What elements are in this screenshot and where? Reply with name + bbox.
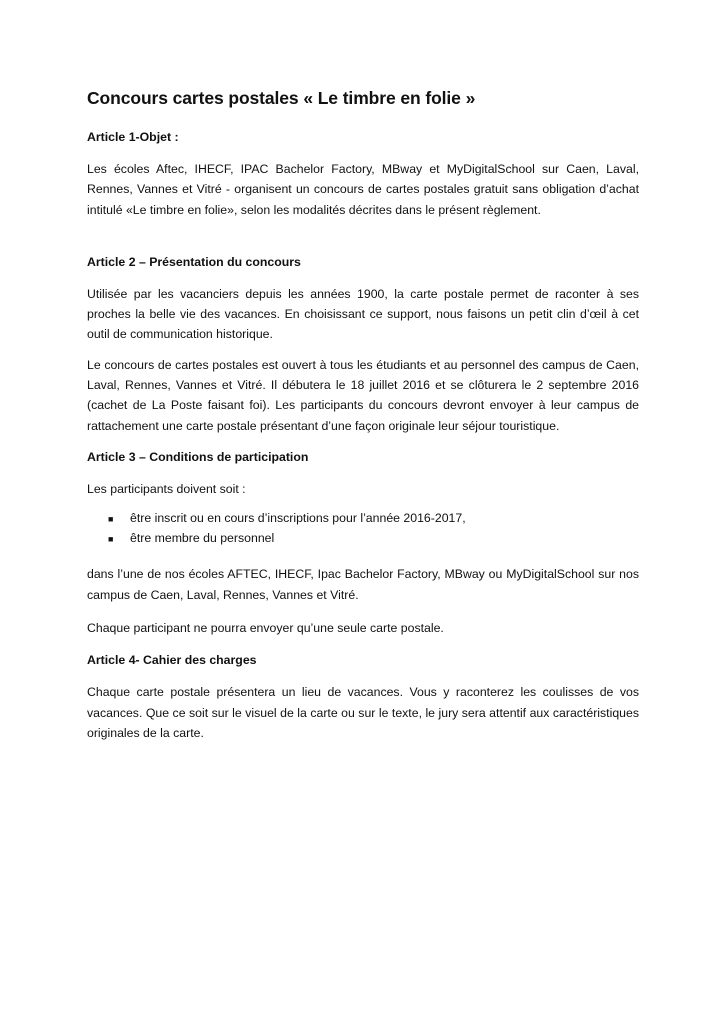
article-1-paragraph: Les écoles Aftec, IHECF, IPAC Bachelor Factory, MBway et MyDigitalSchool sur Caen, Laval, Rennes, Vannes et Vitré - organisent un concours de cartes postales gratuit sans obligation d’achat intitulé «Le timbre en folie», selon les modalités décrites dans le présent règlement.	[87, 162, 639, 217]
bullet-square-icon: ■	[108, 533, 114, 544]
list-item	[108, 509, 639, 529]
list-item	[108, 529, 639, 549]
participation-conditions-list	[87, 509, 639, 548]
list-item-text: être inscrit ou en cours d’inscriptions pour l’année 2016-2017,	[130, 511, 466, 526]
article-3-paragraph-2: Chaque participant ne pourra envoyer qu’une seule carte postale.	[87, 621, 444, 636]
article-4-paragraph: Chaque carte postale présentera un lieu de vacances. Vous y raconterez les coulisses de vos vacances. Que ce soit sur le visuel de la carte ou sur le texte, le jury sera attentif aux caractéristiques originales de la carte.	[87, 685, 639, 740]
article-3-heading: Article 3 – Conditions de participation	[87, 449, 309, 464]
article-3-intro: Les participants doivent soit :	[87, 481, 246, 496]
list-item-text: être membre du personnel	[130, 530, 275, 545]
bullet-square-icon: ■	[108, 514, 114, 525]
article-3-paragraph-1: dans l’une de nos écoles AFTEC, IHECF, Ipac Bachelor Factory, MBway ou MyDigitalSchool sur nos campus de Caen, Laval, Rennes, Vannes et Vitré.	[87, 567, 639, 602]
article-2-paragraph-1: Utilisée par les vacanciers depuis les années 1900, la carte postale permet de raconter à ses proches la belle vie des vacances. En choisissant ce support, nous faisons un petit clin d’œil à cet outil de communication historique.	[87, 286, 639, 342]
article-2-heading: Article 2 – Présentation du concours	[87, 254, 301, 269]
article-4-heading: Article 4- Cahier des charges	[87, 653, 257, 668]
article-1-heading: Article 1-Objet :	[87, 130, 179, 144]
article-2-paragraph-2: Le concours de cartes postales est ouvert à tous les étudiants et au personnel des campus de Caen, Laval, Rennes, Vannes et Vitré. Il débutera le 18 juillet 2016 et se clôturera le 2 septembre 2016 (cachet de La Poste faisant foi). Les participants du concours devront envoyer à leur campus de rattachement une carte postale présentant d’une façon originale leur séjour touristique.	[87, 357, 639, 433]
document-page	[87, 86, 639, 743]
document-title: Concours cartes postales « Le timbre en folie »	[87, 88, 476, 108]
